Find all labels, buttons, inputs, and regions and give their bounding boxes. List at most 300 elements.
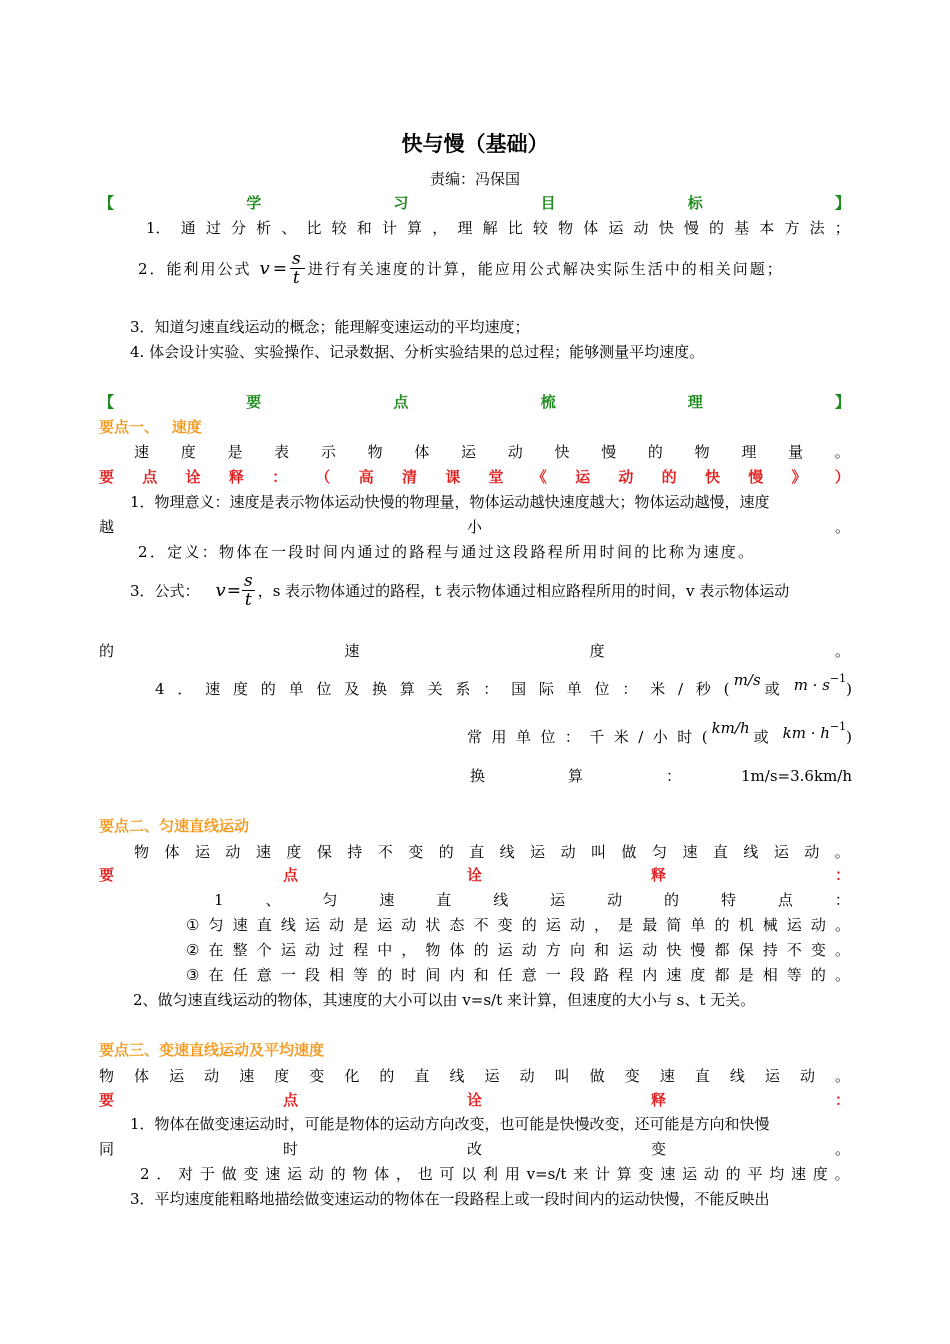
char-cell: 可 <box>439 1165 455 1183</box>
char-cell: 量 <box>788 443 804 461</box>
char-cell: 的 <box>379 1067 395 1085</box>
char-cell: ， <box>395 1165 411 1183</box>
char-cell: 及 <box>344 680 360 698</box>
char-cell: 动 <box>308 1165 324 1183</box>
char-cell: 动 <box>607 891 623 909</box>
char-cell: 不 <box>786 941 802 959</box>
char-cell: 。 <box>834 843 850 861</box>
char-cell: 直 <box>712 843 728 861</box>
char-cell: 小 <box>652 728 668 746</box>
char-cell: 程 <box>618 966 634 984</box>
point1-common-units <box>467 716 852 748</box>
char-cell: 间 <box>425 966 441 984</box>
objective-1 <box>146 217 850 239</box>
char-cell: 和 <box>473 966 489 984</box>
point1-heading-label: 要点一、 <box>99 418 160 436</box>
char-cell: 基 <box>734 219 750 237</box>
char-cell: 变 <box>650 1140 666 1158</box>
char-cell: 算 <box>407 219 423 237</box>
char-cell: 运 <box>497 941 513 959</box>
char-cell: 来 <box>573 1165 589 1183</box>
char-cell: 。 <box>834 642 850 660</box>
char-cell: 位 <box>316 680 332 698</box>
char-cell: 的 <box>725 1165 741 1183</box>
char-cell: 械 <box>762 916 778 934</box>
char-cell: 保 <box>316 843 332 861</box>
char-cell: 变 <box>624 1067 640 1085</box>
char-cell: 的 <box>438 843 454 861</box>
char-cell: 。 <box>834 1165 850 1183</box>
char-cell: 速 <box>660 1165 676 1183</box>
char-cell: 物 <box>694 443 710 461</box>
char-cell: 慢 <box>748 468 764 486</box>
char-cell: 化 <box>344 1067 360 1085</box>
char-cell: 释 <box>650 866 666 884</box>
char-cell: 是 <box>227 443 243 461</box>
char-cell: 关 <box>427 680 443 698</box>
char-cell: 同 <box>99 1140 115 1158</box>
speed-formula <box>260 250 305 287</box>
char-cell: 用 <box>491 728 507 746</box>
char-cell: 物 <box>367 443 383 461</box>
char-cell: 单 <box>288 680 304 698</box>
item3-formula-v: v <box>215 579 226 601</box>
char-cell: 相 <box>762 966 778 984</box>
char-cell: 慢 <box>690 941 706 959</box>
author-line: 责编：冯保国 <box>429 170 520 188</box>
char-cell: 的 <box>330 1165 346 1183</box>
char-cell: 不 <box>377 843 393 861</box>
point1-item1-line1: 1．物理意义：速度是表示物体运动快慢的物理量，物体运动越快速度越大；物体运动越慢，速度 <box>130 493 770 511</box>
char-cell: 度 <box>690 966 706 984</box>
char-cell: ： <box>272 468 288 486</box>
char-cell: 状 <box>425 916 441 934</box>
char-cell: 运 <box>682 1165 698 1183</box>
char-cell: 意 <box>521 966 537 984</box>
char-cell: 变 <box>243 1165 259 1183</box>
char-cell: 学 <box>246 194 262 212</box>
objectives-header <box>99 192 850 214</box>
char-cell: 运 <box>545 916 561 934</box>
char-cell: 动 <box>519 1067 535 1085</box>
char-cell: 际 <box>538 680 554 698</box>
page-title: 快与慢（基础） <box>401 132 549 156</box>
char-cell: 时 <box>677 728 693 746</box>
char-cell: 内 <box>642 966 658 984</box>
char-cell: 度 <box>232 680 248 698</box>
point1-convert <box>470 765 852 787</box>
char-cell: 。 <box>834 966 850 984</box>
char-cell: 、 <box>281 219 297 237</box>
char-cell: 做 <box>221 1165 237 1183</box>
point1-common-text <box>467 716 708 748</box>
char-cell: 比 <box>306 219 322 237</box>
objective-4: 4. 体会设计实验、实验操作、记录数据、分析实验结果的总过程；能够测量平均速度。 <box>130 343 705 361</box>
char-cell: 点 <box>393 393 409 411</box>
char-cell: 运 <box>287 1165 303 1183</box>
point1-item3-prefix: 3．公式： <box>130 581 200 600</box>
point2-explain <box>99 864 850 886</box>
char-cell: / <box>677 680 684 698</box>
char-cell: 动 <box>804 843 820 861</box>
char-cell: 做 <box>621 843 637 861</box>
char-cell: 诠 <box>466 866 482 884</box>
formula-denominator: t <box>292 268 302 288</box>
char-cell: 慢 <box>601 443 617 461</box>
char-cell: 【 <box>99 194 115 212</box>
char-cell: 匀 <box>651 843 667 861</box>
char-cell: 位 <box>540 728 556 746</box>
char-cell: 运 <box>786 916 802 934</box>
char-cell: 动 <box>569 916 585 934</box>
point3-intro <box>99 1065 850 1087</box>
char-cell: ： <box>834 891 850 909</box>
char-cell: ( <box>723 680 730 698</box>
char-cell: 动 <box>618 468 634 486</box>
char-cell: 最 <box>642 916 658 934</box>
char-cell: 过 <box>205 219 221 237</box>
point2-char1 <box>186 914 850 936</box>
char-cell: 分 <box>231 219 247 237</box>
unit-close-1: ) <box>846 680 852 698</box>
point2-feature1 <box>214 889 850 911</box>
char-cell: 直 <box>469 843 485 861</box>
item3-formula-eq: = <box>226 580 241 601</box>
char-cell: 国 <box>511 680 527 698</box>
char-cell: 向 <box>569 941 585 959</box>
char-cell: 度 <box>274 1067 290 1085</box>
char-cell: 方 <box>545 941 561 959</box>
char-cell: 1． <box>146 219 171 237</box>
point2-heading: 要点二、匀速直线运动 <box>99 817 250 835</box>
char-cell: 动 <box>703 1165 719 1183</box>
char-cell: ： <box>564 728 580 746</box>
point1-item4 <box>155 668 852 700</box>
char-cell: 通 <box>180 219 196 237</box>
point1-item4-text <box>155 668 730 700</box>
item3-formula-numerator: s <box>243 571 253 591</box>
char-cell: 。 <box>834 916 850 934</box>
char-cell: 的 <box>260 680 276 698</box>
point3-item1-line2 <box>99 1138 850 1160</box>
char-cell: 内 <box>449 966 465 984</box>
char-cell: ） <box>834 468 850 486</box>
char-cell: 。 <box>834 518 850 536</box>
char-cell: 点 <box>282 1091 298 1109</box>
char-cell: 动 <box>642 941 658 959</box>
char-cell: 理 <box>687 393 703 411</box>
point1-item3-line2 <box>99 640 850 662</box>
char-cell: 程 <box>353 941 369 959</box>
char-cell: 运 <box>484 1067 500 1085</box>
char-cell: 运 <box>304 916 320 934</box>
char-cell: 动 <box>799 1067 815 1085</box>
char-cell: 态 <box>449 916 465 934</box>
char-cell: 物 <box>134 843 150 861</box>
char-cell: ； <box>834 219 850 237</box>
char-cell: 示 <box>320 443 336 461</box>
formula-numerator: s <box>291 249 303 269</box>
char-cell: 单 <box>690 916 706 934</box>
objective-3: 3．知道匀速直线运动的概念；能理解变速运动的平均速度； <box>130 318 530 336</box>
char-cell: 千 <box>589 728 605 746</box>
char-cell: 的 <box>708 219 724 237</box>
char-cell: 度 <box>180 443 196 461</box>
char-cell: 运 <box>618 941 634 959</box>
char-cell: ： <box>666 767 682 785</box>
char-cell: 速 <box>134 443 150 461</box>
char-cell: 和 <box>594 941 610 959</box>
char-cell: 都 <box>714 966 730 984</box>
char-cell: 较 <box>331 219 347 237</box>
char-cell: 运 <box>377 916 393 934</box>
char-cell: 动 <box>633 219 649 237</box>
char-cell: 常 <box>467 728 483 746</box>
point3-item1-line1: 1．物体在做变速运动时，可能是物体的运动方向改变，也可能是快慢改变，还可能是方向和快慢 <box>130 1115 770 1133</box>
char-cell: ， <box>432 219 448 237</box>
char-cell: 体 <box>164 843 180 861</box>
char-cell: 物 <box>425 941 441 959</box>
char-cell: 堂 <box>488 468 504 486</box>
char-cell: ， <box>401 941 417 959</box>
char-cell: 个 <box>256 941 272 959</box>
char-cell: 位 <box>594 680 610 698</box>
char-cell: 梳 <box>540 393 556 411</box>
char-cell: 。 <box>834 1140 850 1158</box>
point3-item3: 3．平均速度能粗略地描绘做变速运动的物体在一段路程上或一段时间内的运动快慢，不能反映出 <box>130 1190 770 1208</box>
char-cell: / <box>638 728 644 746</box>
objective-2 <box>138 250 784 287</box>
unit-kmh-exponent: −1 <box>829 720 847 733</box>
char-cell: 速 <box>379 891 395 909</box>
char-cell: 2 <box>140 1165 150 1183</box>
char-cell: 机 <box>738 916 754 934</box>
char-cell: 要 <box>99 468 115 486</box>
point1-convert-value: 1m/s=3.6km/h <box>741 767 852 785</box>
unit-ms-inverse: m · s <box>793 676 830 694</box>
char-cell: 意 <box>256 966 272 984</box>
char-cell: 运 <box>764 1067 780 1085</box>
char-cell: 运 <box>575 468 591 486</box>
char-cell: 算 <box>568 767 584 785</box>
unit-or-1: 或 <box>764 680 780 698</box>
char-cell: 的 <box>521 916 537 934</box>
unit-kmh-inverse: km · h <box>782 724 830 742</box>
unit-or-2: 或 <box>753 728 769 746</box>
char-cell: ， <box>594 916 610 934</box>
char-cell: 。 <box>834 1067 850 1085</box>
char-cell: 物 <box>99 1067 115 1085</box>
char-cell: 整 <box>232 941 248 959</box>
char-cell: 段 <box>304 966 320 984</box>
char-cell: 越 <box>99 518 115 536</box>
char-cell: 。 <box>834 941 850 959</box>
char-cell: 特 <box>720 891 736 909</box>
char-cell: 运 <box>169 1067 185 1085</box>
char-cell: 理 <box>741 443 757 461</box>
point1-item3-suffix: ，s 表示物体通过的路程，t 表示物体通过相应路程所用的时间，v 表示物体运动 <box>257 581 790 600</box>
char-cell: 运 <box>773 843 789 861</box>
char-cell: 体 <box>449 941 465 959</box>
char-cell: 速 <box>255 843 271 861</box>
char-cell: 叫 <box>554 1067 570 1085</box>
char-cell: 等 <box>786 966 802 984</box>
char-cell: 4 <box>155 680 165 698</box>
char-cell: 高 <box>358 468 374 486</box>
char-cell: 度 <box>286 843 302 861</box>
char-cell: 速 <box>682 843 698 861</box>
char-cell: 计 <box>381 219 397 237</box>
char-cell: 于 <box>199 1165 215 1183</box>
char-cell: 和 <box>356 219 372 237</box>
char-cell: 体 <box>583 219 599 237</box>
char-cell: 相 <box>329 966 345 984</box>
char-cell: 变 <box>638 1165 654 1183</box>
char-cell: 时 <box>282 1140 298 1158</box>
char-cell: 的 <box>99 642 115 660</box>
item3-formula <box>216 572 255 609</box>
char-cell: 用 <box>504 1165 520 1183</box>
char-cell: 直 <box>436 891 452 909</box>
point3-heading: 要点三、变速直线运动及平均速度 <box>99 1041 325 1059</box>
item3-formula-fraction <box>242 572 255 609</box>
point2-char2 <box>186 939 850 961</box>
char-cell: 慢 <box>683 219 699 237</box>
char-cell: 变 <box>309 1067 325 1085</box>
char-cell: 速 <box>666 966 682 984</box>
char-cell: 平 <box>747 1165 763 1183</box>
char-cell: 匀 <box>322 891 338 909</box>
char-cell: 快 <box>666 941 682 959</box>
char-cell: 段 <box>569 966 585 984</box>
char-cell: 1 <box>214 891 224 909</box>
char-cell: 改 <box>466 1140 482 1158</box>
char-cell: 动 <box>507 443 523 461</box>
formula-v: v <box>259 257 272 279</box>
char-cell: 是 <box>353 916 369 934</box>
point3-explain <box>99 1089 850 1111</box>
char-cell: 速 <box>239 1067 255 1085</box>
char-cell: 快 <box>554 443 570 461</box>
char-cell: 算 <box>616 1165 632 1183</box>
char-cell: 释 <box>650 1091 666 1109</box>
char-cell: 秒 <box>695 680 711 698</box>
char-cell: ． <box>177 680 193 698</box>
char-cell: 速 <box>232 916 248 934</box>
char-cell: ： <box>622 680 638 698</box>
char-cell: 的 <box>714 916 730 934</box>
point1-heading-topic: 速度 <box>171 418 202 436</box>
char-cell: ： <box>834 1091 850 1109</box>
char-cell: 运 <box>550 891 566 909</box>
char-cell: 体 <box>374 1165 390 1183</box>
char-cell: 的 <box>647 443 663 461</box>
char-cell: 线 <box>449 1067 465 1085</box>
char-cell: 动 <box>225 843 241 861</box>
char-cell: 。 <box>834 443 850 461</box>
point1-intro <box>134 441 850 463</box>
char-cell: 利 <box>483 1165 499 1183</box>
char-cell: 速 <box>791 1165 807 1183</box>
char-cell: 过 <box>329 941 345 959</box>
char-cell: 快 <box>658 219 674 237</box>
char-cell: 诠 <box>185 468 201 486</box>
char-cell: 中 <box>377 941 393 959</box>
char-cell: 的 <box>377 966 393 984</box>
point2-feature2: 2、做匀速直线运动的物体，其速度的大小可以由 v=s/t 来计算，但速度的大小与 s、t 无关。 <box>133 991 756 1009</box>
char-cell: ： <box>483 680 499 698</box>
char-cell: 以 <box>461 1165 477 1183</box>
item3-formula-denominator: t <box>244 590 252 610</box>
char-cell: 叫 <box>591 843 607 861</box>
char-cell: 《 <box>531 468 547 486</box>
char-cell: 速 <box>265 1165 281 1183</box>
point3-item2 <box>140 1163 850 1185</box>
char-cell: 直 <box>256 916 272 934</box>
char-cell: 解 <box>482 219 498 237</box>
char-cell: 对 <box>178 1165 194 1183</box>
char-cell: 变 <box>810 941 826 959</box>
char-cell: 】 <box>834 393 850 411</box>
char-cell: 诠 <box>466 1091 482 1109</box>
point1-item2: 2．定义：物体在一段时间内通过的路程与通过这段路程所用时间的比称为速度。 <box>138 543 756 561</box>
char-cell: 运 <box>530 843 546 861</box>
char-cell: 动 <box>521 941 537 959</box>
char-cell: 变 <box>497 916 513 934</box>
char-cell: 米 <box>650 680 666 698</box>
char-cell: 线 <box>493 891 509 909</box>
objective-2-suffix: 进行有关速度的计算，能应用公式解决实际生活中的相关问题； <box>307 259 784 278</box>
char-cell: 运 <box>194 843 210 861</box>
char-cell: ． <box>156 1165 172 1183</box>
char-cell: 动 <box>401 916 417 934</box>
char-cell: 不 <box>473 916 489 934</box>
char-cell: 均 <box>769 1165 785 1183</box>
char-cell: 动 <box>810 916 826 934</box>
char-cell: 较 <box>532 219 548 237</box>
char-cell: 是 <box>618 916 634 934</box>
unit-ms: m/s <box>733 671 761 689</box>
char-cell: ③ <box>186 966 200 984</box>
char-cell: 时 <box>401 966 417 984</box>
unit-close-2: ) <box>846 728 852 746</box>
char-cell: 动 <box>204 1067 220 1085</box>
char-cell: 清 <box>401 468 417 486</box>
char-cell: 析 <box>256 219 272 237</box>
char-cell: 度 <box>812 1165 828 1183</box>
char-cell: 点 <box>142 468 158 486</box>
char-cell: 算 <box>399 680 415 698</box>
char-cell: 简 <box>666 916 682 934</box>
char-cell: 单 <box>515 728 531 746</box>
char-cell: 的 <box>473 941 489 959</box>
char-cell: 一 <box>545 966 561 984</box>
char-cell: 习 <box>393 194 409 212</box>
char-cell: 》 <box>791 468 807 486</box>
char-cell: 的 <box>810 966 826 984</box>
char-cell: 快 <box>704 468 720 486</box>
char-cell: 速 <box>659 1067 675 1085</box>
point2-intro <box>134 841 850 863</box>
char-cell: 动 <box>329 916 345 934</box>
char-cell: 计 <box>594 1165 610 1183</box>
char-cell: 等 <box>353 966 369 984</box>
char-cell: 保 <box>738 941 754 959</box>
char-cell: 度 <box>589 642 605 660</box>
char-cell: 的 <box>664 891 680 909</box>
char-cell: 动 <box>304 941 320 959</box>
char-cell: 系 <box>455 680 471 698</box>
